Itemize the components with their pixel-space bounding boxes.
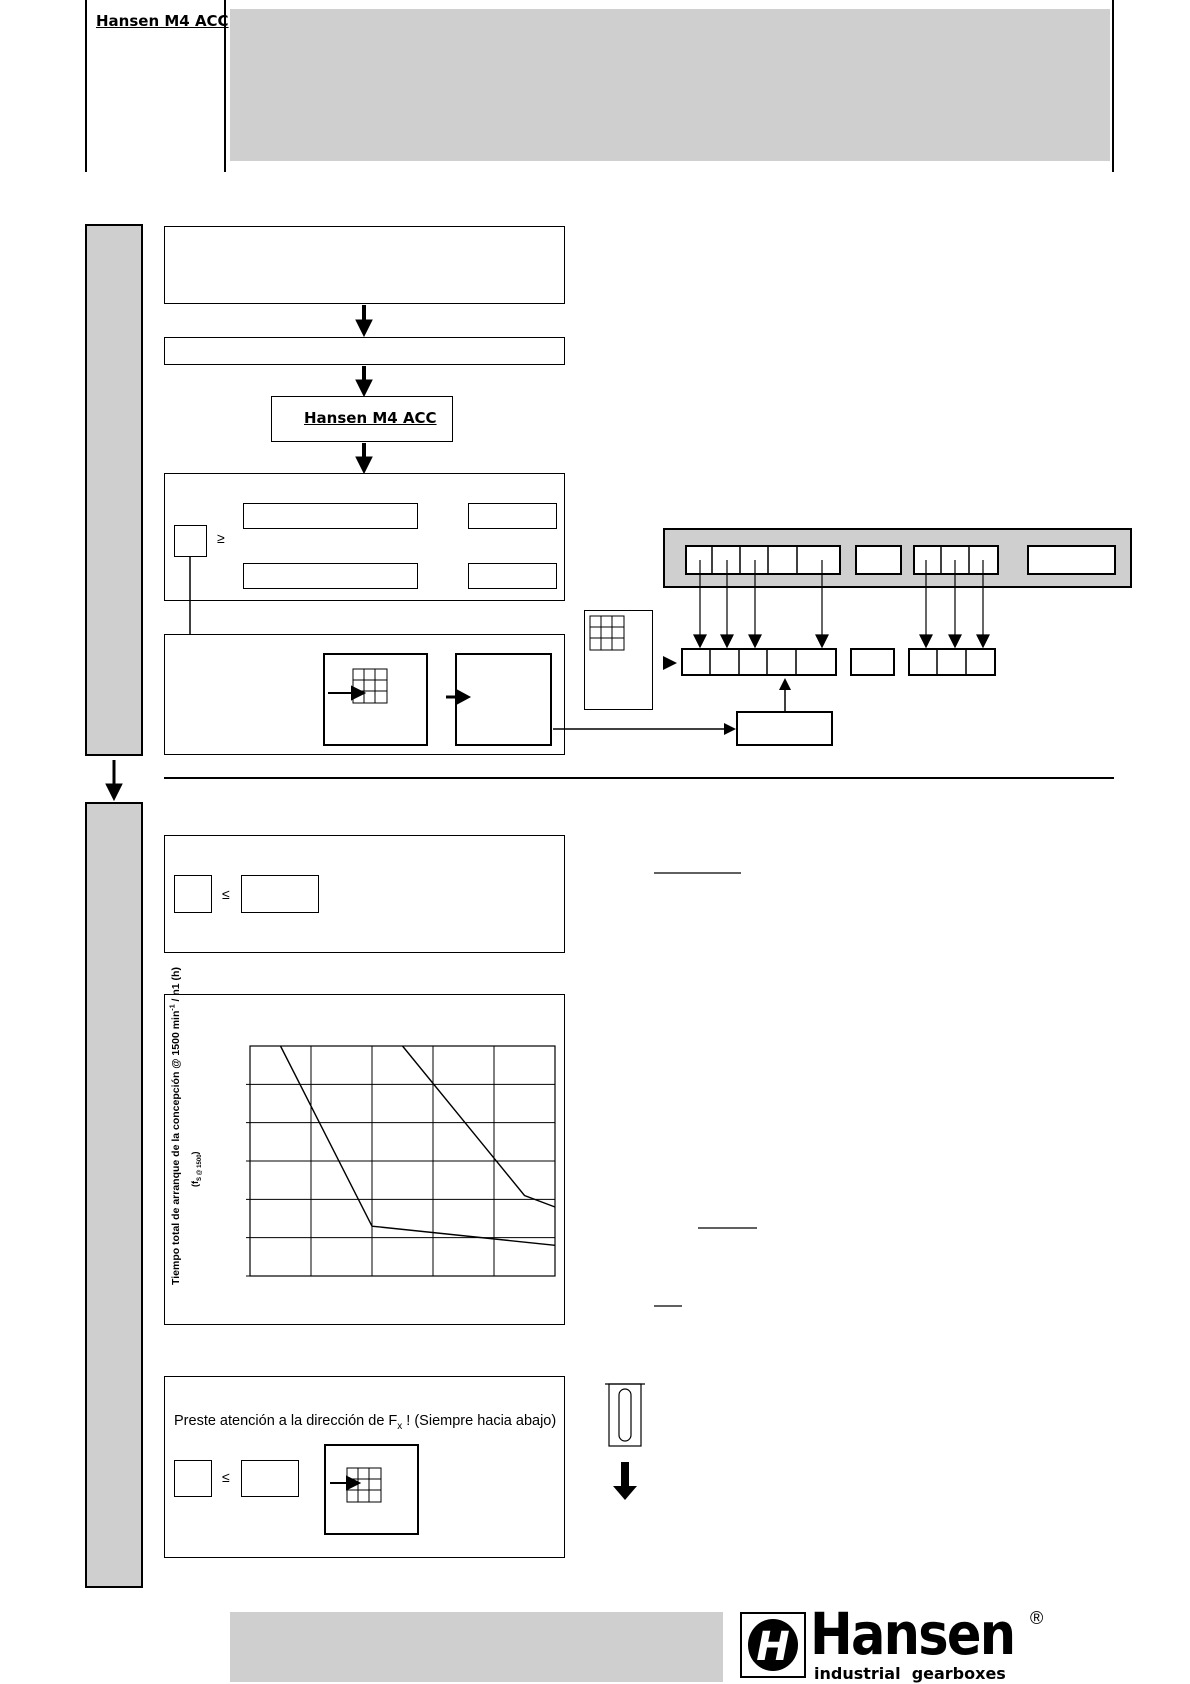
load-table-box <box>324 1444 419 1535</box>
designation-group-3 <box>908 648 996 676</box>
product-selector-logo: Hansen M4 ACC <box>304 409 437 427</box>
table-lookup-box <box>323 653 428 746</box>
startup-chart-box <box>164 967 565 1325</box>
symbol-le-2: ≤ <box>222 1469 230 1485</box>
load-field <box>241 1460 299 1497</box>
result-box <box>455 653 552 746</box>
size-selection-box <box>164 634 565 755</box>
type-code-group-1 <box>685 545 841 575</box>
brand-tagline: industrial gearboxes <box>814 1664 1006 1683</box>
condition-small-box <box>174 525 207 557</box>
size-result-box <box>736 711 833 746</box>
load-small-box <box>174 1460 212 1497</box>
thermal-field <box>241 875 319 913</box>
brand-name: Hansen <box>810 1600 1015 1668</box>
thermal-small-box <box>174 875 212 913</box>
chart-ylabel2-wrap <box>185 1097 203 1187</box>
overhung-load-box <box>164 1376 565 1558</box>
symbol-le-1: ≤ <box>222 886 230 902</box>
chart-ylabel: Tiempo total de arranque de la concepción @ 1500 $\min^{-1} / n1$ (h) <box>169 967 182 1285</box>
chart-ylabel-wrap <box>166 967 182 1285</box>
designation-group-1 <box>681 648 837 676</box>
load-direction-note: Preste atención a la dirección de $F_x$ ! (Siempre hacia abajo) <box>174 1413 557 1432</box>
designation-group-2 <box>850 648 895 676</box>
header-left-rule <box>85 0 87 172</box>
type-code-group-2 <box>855 545 902 575</box>
hansen-h-icon <box>740 1612 806 1678</box>
brand-registered: ® <box>1030 1608 1044 1628</box>
input-data-box <box>164 226 565 304</box>
header-right-rule <box>1112 0 1114 172</box>
thermal-check-box <box>164 835 565 953</box>
chart-ylabel2: $(f_{S @ 1500})$ <box>190 1151 203 1187</box>
condition-field-4 <box>468 563 557 589</box>
section-bar-verification <box>85 802 143 1588</box>
section-bar-selection <box>85 224 143 756</box>
condition-field-2 <box>468 503 557 529</box>
footer-logo <box>740 1600 1060 1684</box>
service-factor-box <box>164 337 565 365</box>
type-code-group-3 <box>913 545 999 575</box>
condition-field-1 <box>243 503 418 529</box>
product-selector-box <box>271 396 453 442</box>
shaft-icon <box>605 1384 645 1446</box>
symbol-ge: ≥ <box>217 530 225 546</box>
footer-panel <box>230 1612 723 1682</box>
type-code-panel <box>663 528 1132 588</box>
header-title-panel <box>230 9 1110 161</box>
condition-field-3 <box>243 563 418 589</box>
condition-box <box>164 473 565 601</box>
section-divider <box>164 777 1114 779</box>
header-product-logo: Hansen M4 ACC <box>96 12 229 30</box>
svg-text:H: H <box>756 1624 790 1670</box>
type-code-group-4 <box>1027 545 1116 575</box>
table-reference-card <box>584 610 653 710</box>
